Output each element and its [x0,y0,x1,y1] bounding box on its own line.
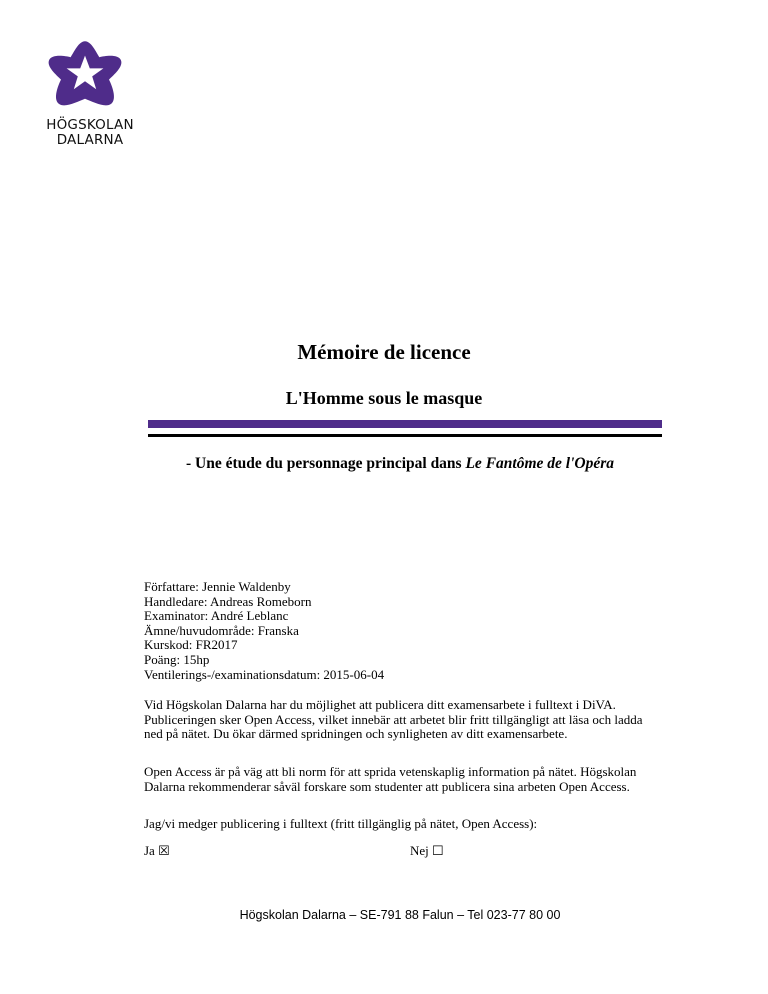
meta-date: Ventilerings-/examinationsdatum: 2015-06-04 [144,666,385,682]
star-flower-icon [45,38,125,110]
publication-info-paragraph: Vid Högskolan Dalarna har du möjlighet att publicera ditt examensarbete i fulltext i DiVA. Publiceringen sker Open Access, vilket innebär att arbetet blir fritt tillgängligt att läsa och ladda ned på nätet. Du ökar därmed spridningen och synligheten av ditt examensarbete. [144,697,643,742]
logo-line-1: HÖGSKOLAN [46,117,134,133]
meta-examiner: Examinator: André Leblanc [144,608,289,624]
tagline-prefix: - Une étude du personnage principal dans [185,455,466,472]
document-title: Mémoire de licence [297,340,471,364]
tagline-work-title: Le Fantôme de l'Opéra [465,455,614,472]
purple-divider [148,420,662,428]
meta-supervisor: Handledare: Andreas Romeborn [144,593,312,609]
logo-wordmark [35,118,145,148]
meta-author: Författare: Jennie Waldenby [144,579,291,594]
university-logo [35,38,145,148]
meta-course-code: Kurskod: FR2017 [144,637,238,653]
logo-line-2: DALARNA [56,132,124,148]
page-footer: Högskolan Dalarna – SE-791 88 Falun – Tel 023-77 80 00 [239,908,561,922]
thesis-metadata [144,580,384,682]
document-tagline [0,455,768,473]
meta-subject: Ämne/huvudområde: Franska [144,622,299,638]
consent-paragraph: Jag/vi medger publicering i fulltext (fritt tillgänglig på nätet, Open Access): [144,816,538,831]
open-access-paragraph: Open Access är på väg att bli norm för att sprida vetenskaplig information på nätet. Högskolan Dalarna rekommenderar såväl forskare som studenter att publicera sina arbeten Open Access. [144,764,637,794]
document-subtitle: L'Homme sous le masque [285,388,483,408]
consent-no-checkbox[interactable]: Nej ☐ [410,843,444,858]
black-divider [148,434,662,437]
meta-points: Poäng: 15hp [144,651,210,667]
consent-yes-checkbox[interactable]: Ja ☒ [144,843,170,858]
